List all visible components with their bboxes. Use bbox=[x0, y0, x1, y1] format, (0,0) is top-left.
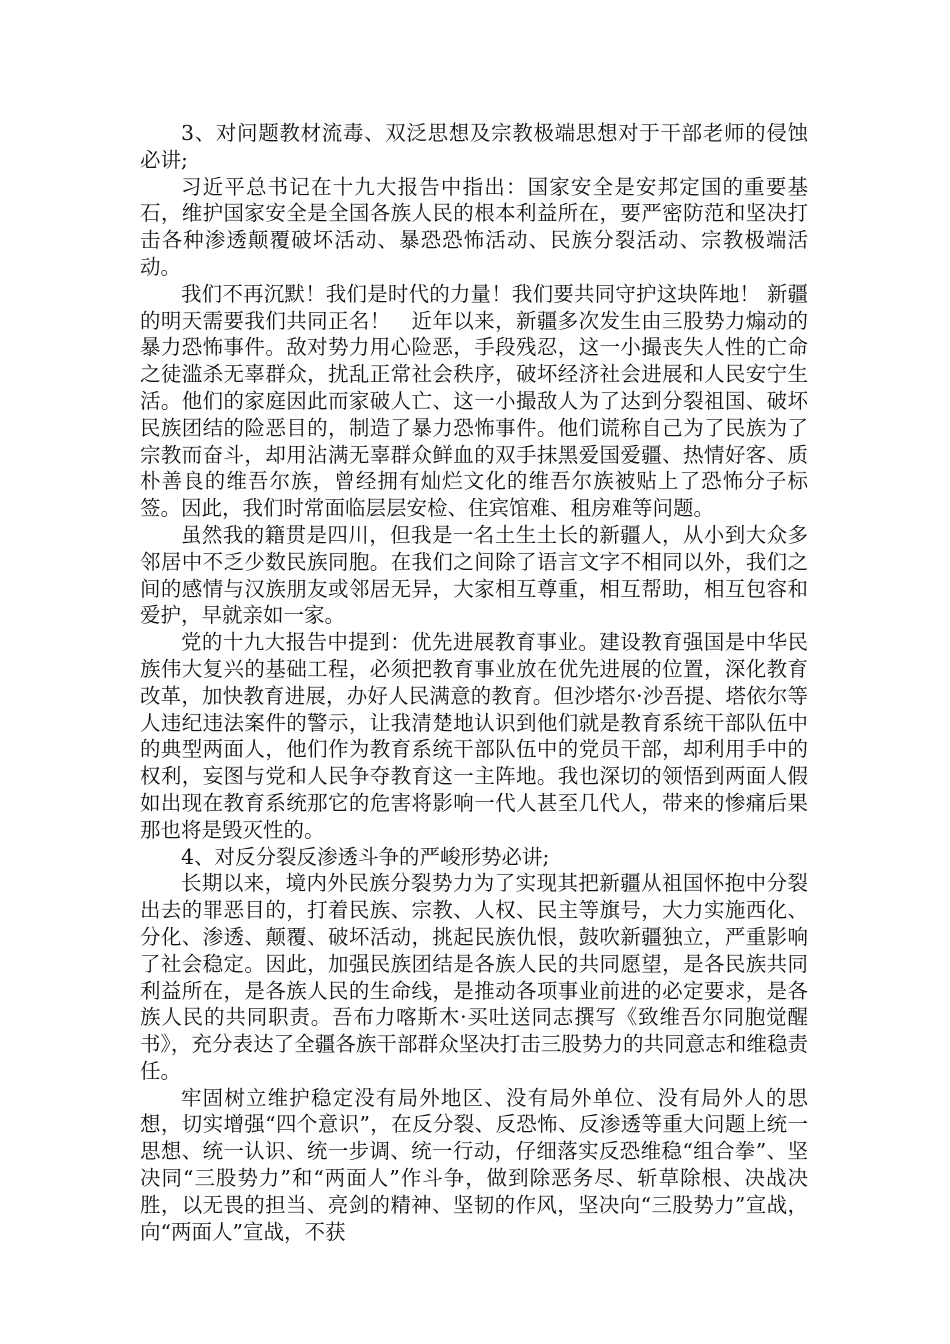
document-body bbox=[140, 120, 808, 1245]
paragraph-separatism: 长期以来，境内外民族分裂势力为了实现其把新疆从祖国怀抱中分裂出去的罪恶目的，打着民族、宗教、人权、民主等旗号，大力实施西化、分化、渗透、颠覆、破坏活动，挑起民族仇恨，鼓吹新疆独立，严重影响了社会稳定。因此，加强民族团结是各族人民的共同愿望，是各民族共同利益所在，是各族人民的生命线，是推动各项事业前进的必定要求，是各族人民的共同职责。吾布力喀斯木·买吐送同志撰写《致维吾尔同胞觉醒书》，充分表达了全疆各族干部群众坚决打击三股势力的共同意志和维稳责任。 bbox=[140, 871, 808, 1083]
paragraph-not-silent: 我们不再沉默！我们是时代的力量！我们要共同守护这块阵地！ 新疆的明天需要我们共同正名！ 近年以来，新疆多次发生由三股势力煽动的暴力恐怖事件。敌对势力用心险恶，手段残忍，这一小撮丧失人性的亡命之徒滥杀无辜群众，扰乱正常社会秩序，破坏经济社会进展和人民安宁生活。他们的家庭因此而家破人亡、这一小撮敌人为了达到分裂祖国、破坏民族团结的险恶目的，制造了暴力恐怖事件。他们谎称自己为了民族为了宗教而奋斗，却用沾满无辜群众鲜血的双手抹黑爱国爱疆、热情好客、质朴善良的维吾尔族，曾经拥有灿烂文化的维吾尔族被贴上了恐怖分子标签。因此，我们时常面临层层安检、住宾馆难、租房难等问题。 bbox=[140, 281, 808, 521]
paragraph-sichuan-origin: 虽然我的籍贯是四川，但我是一名土生土长的新疆人，从小到大众多邻居中不乏少数民族同胞。在我们之间除了语言文字不相同以外，我们之间的感情与汉族朋友或邻居无异，大家相互尊重，相互帮助，相互包容和爱护，早就亲如一家。 bbox=[140, 522, 808, 628]
paragraph-education-priority: 党的十九大报告中提到：优先进展教育事业。建设教育强国是中华民族伟大复兴的基础工程，必须把教育事业放在优先进展的位置，深化教育改革，加快教育进展，办好人民满意的教育。但沙塔尔·沙吾提、塔依尔等人违纪违法案件的警示，让我清楚地认识到他们就是教育系统干部队伍中的典型两面人，他们作为教育系统干部队伍中的党员干部，却利用手中的权利，妄图与党和人民争夺教育这一主阵地。我也深切的领悟到两面人假如出现在教育系统那它的危害将影响一代人甚至几代人，带来的惨痛后果那也将是毁灭性的。 bbox=[140, 630, 808, 842]
paragraph-national-security: 习近平总书记在十九大报告中指出：国家安全是安邦定国的重要基石，维护国家安全是全国各族人民的根本利益所在，要严密防范和坚决打击各种渗透颠覆破坏活动、暴恐恐怖活动、民族分裂活动、宗教极端活动。 bbox=[140, 174, 808, 279]
section-3-heading: 3、对问题教材流毒、双泛思想及宗教极端思想对于干部老师的侵蚀必讲; bbox=[140, 121, 808, 172]
paragraph-stability: 牢固树立维护稳定没有局外地区、没有局外单位、没有局外人的思想，切实增强“四个意识”，在反分裂、反恐怖、反渗透等重大问题上统一思想、统一认识、统一步调、统一行动，仔细落实反恐维稳“组合拳”、坚决同“三股势力”和“两面人”作斗争，做到除恶务尽、斩草除根、决战决胜，以无畏的担当、亮剑的精神、坚韧的作风，坚决向“三股势力”宣战，向“两面人”宣战，不获 bbox=[140, 1085, 808, 1244]
section-4-heading: 4、对反分裂反渗透斗争的严峻形势必讲; bbox=[181, 844, 550, 869]
